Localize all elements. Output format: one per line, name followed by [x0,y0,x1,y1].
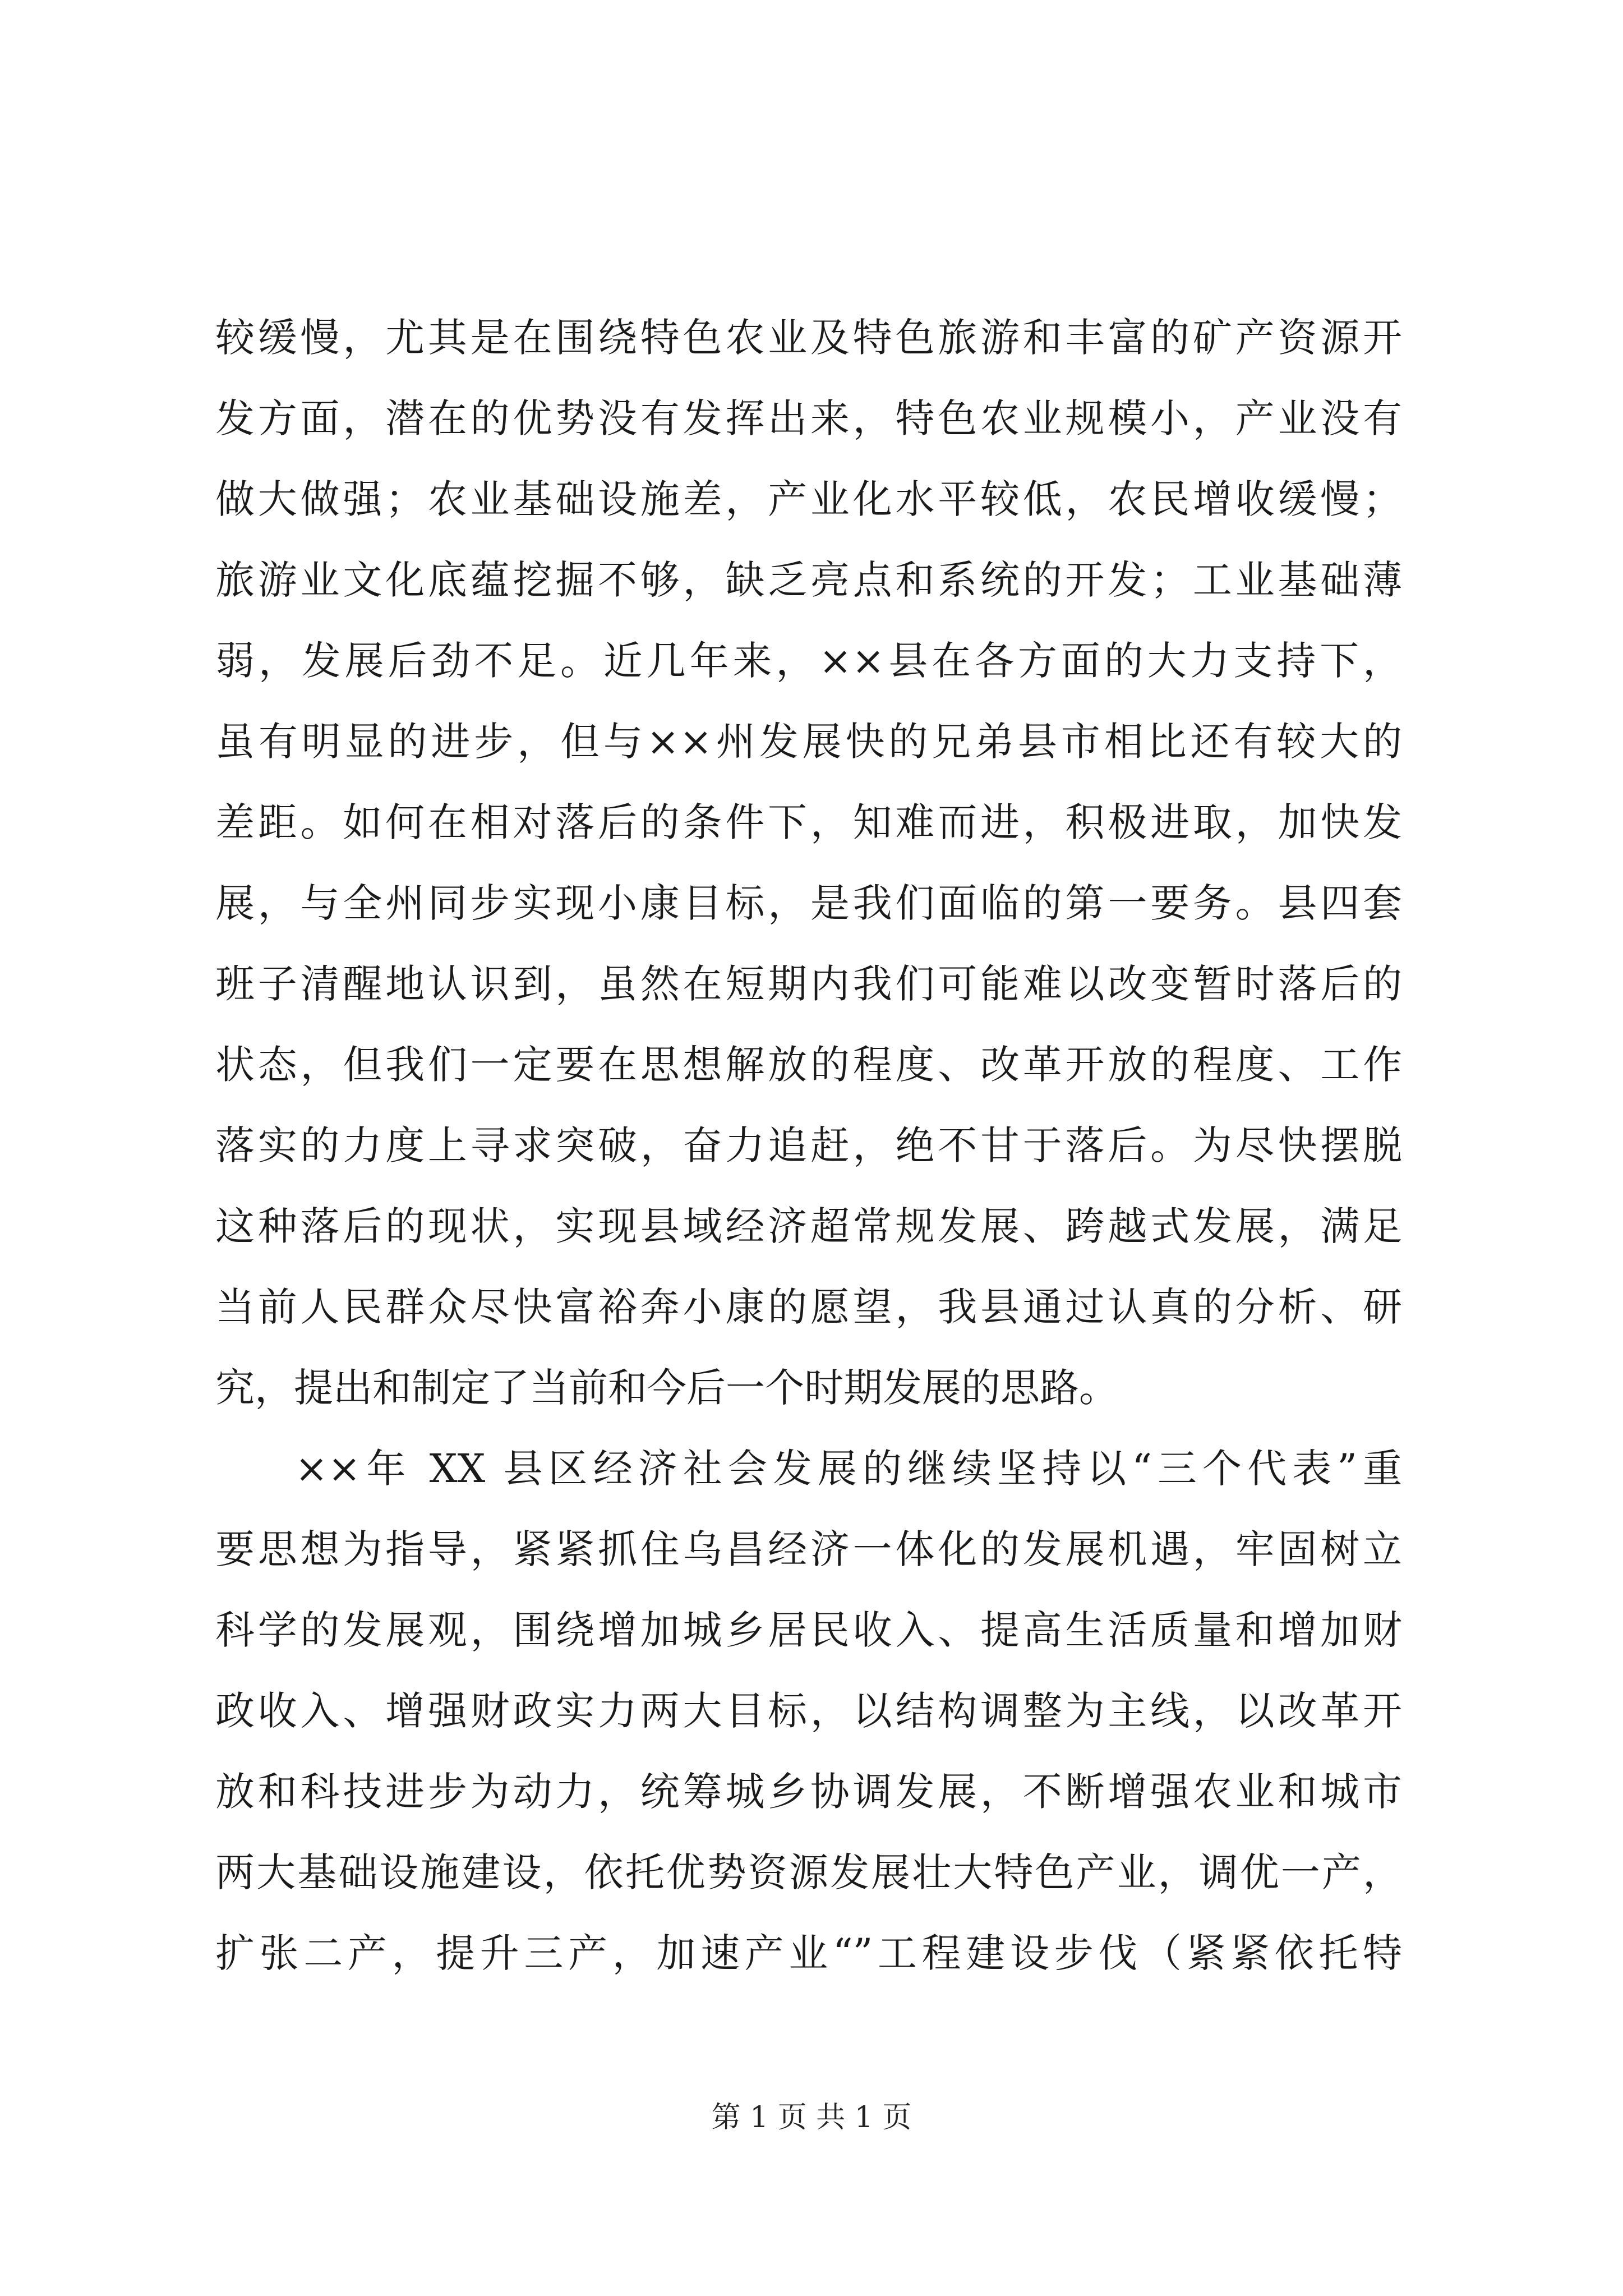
text-line: 展，与全州同步实现小康目标，是我们面临的第一要务。县四套 [215,880,1402,926]
text-line: 两大基础设施建设，依托优势资源发展壮大特色产业，调优一产， [215,1849,1402,1895]
document-body [215,297,1402,1994]
text-line: 扩张二产，提升三产，加速产业“”工程建设步伐（紧紧依托特 [215,1930,1402,1976]
page-number: 第 1 页 共 1 页 [711,2101,912,2134]
text-line: 政收入、增强财政实力两大目标，以结构调整为主线，以改革开 [215,1688,1402,1734]
text-line: 虽有明显的进步，但与××州发展快的兄弟县市相比还有较大的 [215,719,1402,765]
text-line: 差距。如何在相对落后的条件下，知难而进，积极进取，加快发 [215,799,1402,845]
text-line: 弱，发展后劲不足。近几年来，××县在各方面的大力支持下， [215,638,1402,684]
text-line: 旅游业文化底蕴挖掘不够，缺乏亮点和系统的开发；工业基础薄 [215,557,1402,603]
text-line: 要思想为指导，紧紧抓住乌昌经济一体化的发展机遇，牢固树立 [215,1526,1402,1572]
text-line: 发方面，潜在的优势没有发挥出来，特色农业规模小，产业没有 [215,395,1402,441]
text-line: 做大做强；农业基础设施差，产业化水平较低，农民增收缓慢； [215,476,1402,522]
text-line: 科学的发展观，围绕增加城乡居民收入、提高生活质量和增加财 [215,1607,1402,1653]
text-line: 究，提出和制定了当前和今后一个时期发展的思路。 [215,1365,1118,1411]
text-line: 放和科技进步为动力，统筹城乡协调发展，不断增强农业和城市 [215,1769,1402,1815]
text-line: 班子清醒地认识到，虽然在短期内我们可能难以改变暂时落后的 [215,961,1402,1007]
text-line: 这种落后的现状，实现县域经济超常规发展、跨越式发展，满足 [215,1203,1402,1249]
text-line: 落实的力度上寻求突破，奋力追赶，绝不甘于落后。为尽快摆脱 [215,1122,1402,1168]
text-line: ××年 XX 县区经济社会发展的继续坚持以“三个代表”重 [295,1446,1402,1492]
text-line: 当前人民群众尽快富裕奔小康的愿望，我县通过认真的分析、研 [215,1284,1402,1330]
text-line: 较缓慢，尤其是在围绕特色农业及特色旅游和丰富的矿产资源开 [215,315,1402,361]
text-line: 状态，但我们一定要在思想解放的程度、改革开放的程度、工作 [215,1042,1402,1088]
page-footer [0,2098,1623,2137]
